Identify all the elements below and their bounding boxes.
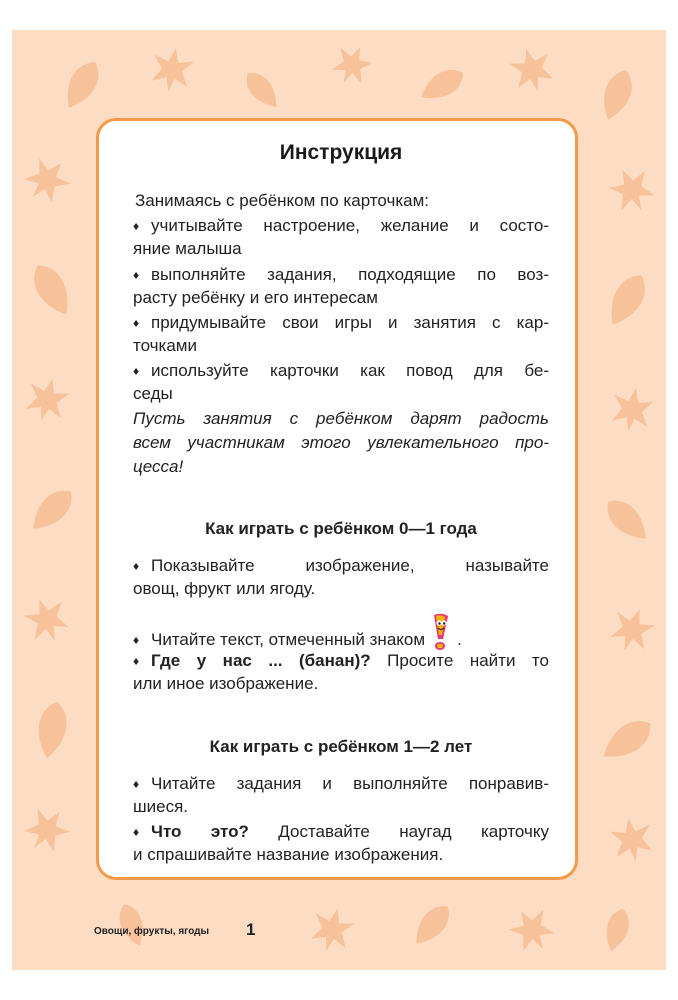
closing-line-3: цесса! [133, 457, 184, 476]
closing-line-2: всем участникам этого увлекательного про- [133, 433, 549, 452]
diamond-icon: ♦ [133, 364, 140, 378]
diamond-icon: ♦ [133, 825, 140, 839]
s1-item-1-line-2: овощ, фрукт или ягоду. [133, 579, 316, 598]
bullet-3-line-2: точками [133, 336, 197, 355]
intro-label: Занимаясь с ребёнком по карточкам: [135, 191, 429, 210]
s1-item-3-text: Просите найти то [387, 651, 549, 670]
s2-item-2-line-1 [133, 820, 549, 844]
bullet-1-line-1 [133, 214, 549, 238]
diamond-icon: ♦ [133, 219, 140, 233]
s1-item-3-line-1 [133, 649, 549, 673]
s1-item-3-bold: Где у нас ... (банан)? [151, 651, 371, 670]
bullet-1-line-2: яние малыша [133, 239, 242, 258]
diamond-icon: ♦ [133, 777, 140, 791]
s2-item-1-line-1 [133, 772, 549, 796]
diamond-icon: ♦ [133, 654, 140, 668]
page-number: 1 [246, 920, 256, 939]
bullet-1-text: учитывайте настроение, желание и состо- [151, 216, 549, 235]
footer-label: Овощи, фрукты, ягоды [94, 926, 210, 937]
diamond-icon: ♦ [133, 316, 140, 330]
section-heading-0-1: Как играть с ребёнком 0—1 года [205, 519, 477, 538]
s1-item-3-line-2: или иное изображение. [133, 674, 319, 693]
s2-item-2-text: Доставайте наугад карточку [278, 822, 549, 841]
s1-item-2-period: . [457, 630, 462, 649]
s2-item-2-bold: Что это? [151, 822, 249, 841]
page-title: Инструкция [279, 141, 403, 164]
page-background [12, 30, 666, 970]
s1-item-1-line-1 [133, 554, 549, 578]
s2-item-2-line-2: и спрашивайте название изображения. [133, 845, 444, 864]
closing-line-1: Пусть занятия с ребёнком дарят радость [133, 409, 549, 428]
s2-item-1-line-2: шиеся. [133, 797, 189, 816]
bullet-3-line-1 [133, 311, 549, 335]
bullet-2-line-2: расту ребёнку и его интересам [133, 288, 378, 307]
bullet-2-text: выполняйте задания, подходящие по воз- [151, 265, 549, 284]
diamond-icon: ♦ [133, 559, 140, 573]
bullet-4-line-1 [133, 359, 549, 383]
instruction-card [96, 118, 578, 880]
diamond-icon: ♦ [133, 268, 140, 282]
bullet-3-text: придумывайте свои игры и занятия с кар- [151, 313, 549, 332]
bullet-2-line-1 [133, 263, 549, 287]
bullet-4-line-2: седы [133, 384, 173, 403]
diamond-icon: ♦ [133, 633, 140, 647]
bullet-4-text: используйте карточки как повод для бе- [151, 361, 549, 380]
s1-item-1-text: Показывайте изображение, называйте [151, 556, 549, 575]
section-heading-1-2: Как играть с ребёнком 1—2 лет [209, 737, 473, 756]
intro-text [133, 189, 549, 212]
s1-item-2-text: Читайте текст, отмеченный знаком [151, 630, 426, 649]
s2-item-1-text: Читайте задания и выполняйте понравив- [151, 774, 549, 793]
